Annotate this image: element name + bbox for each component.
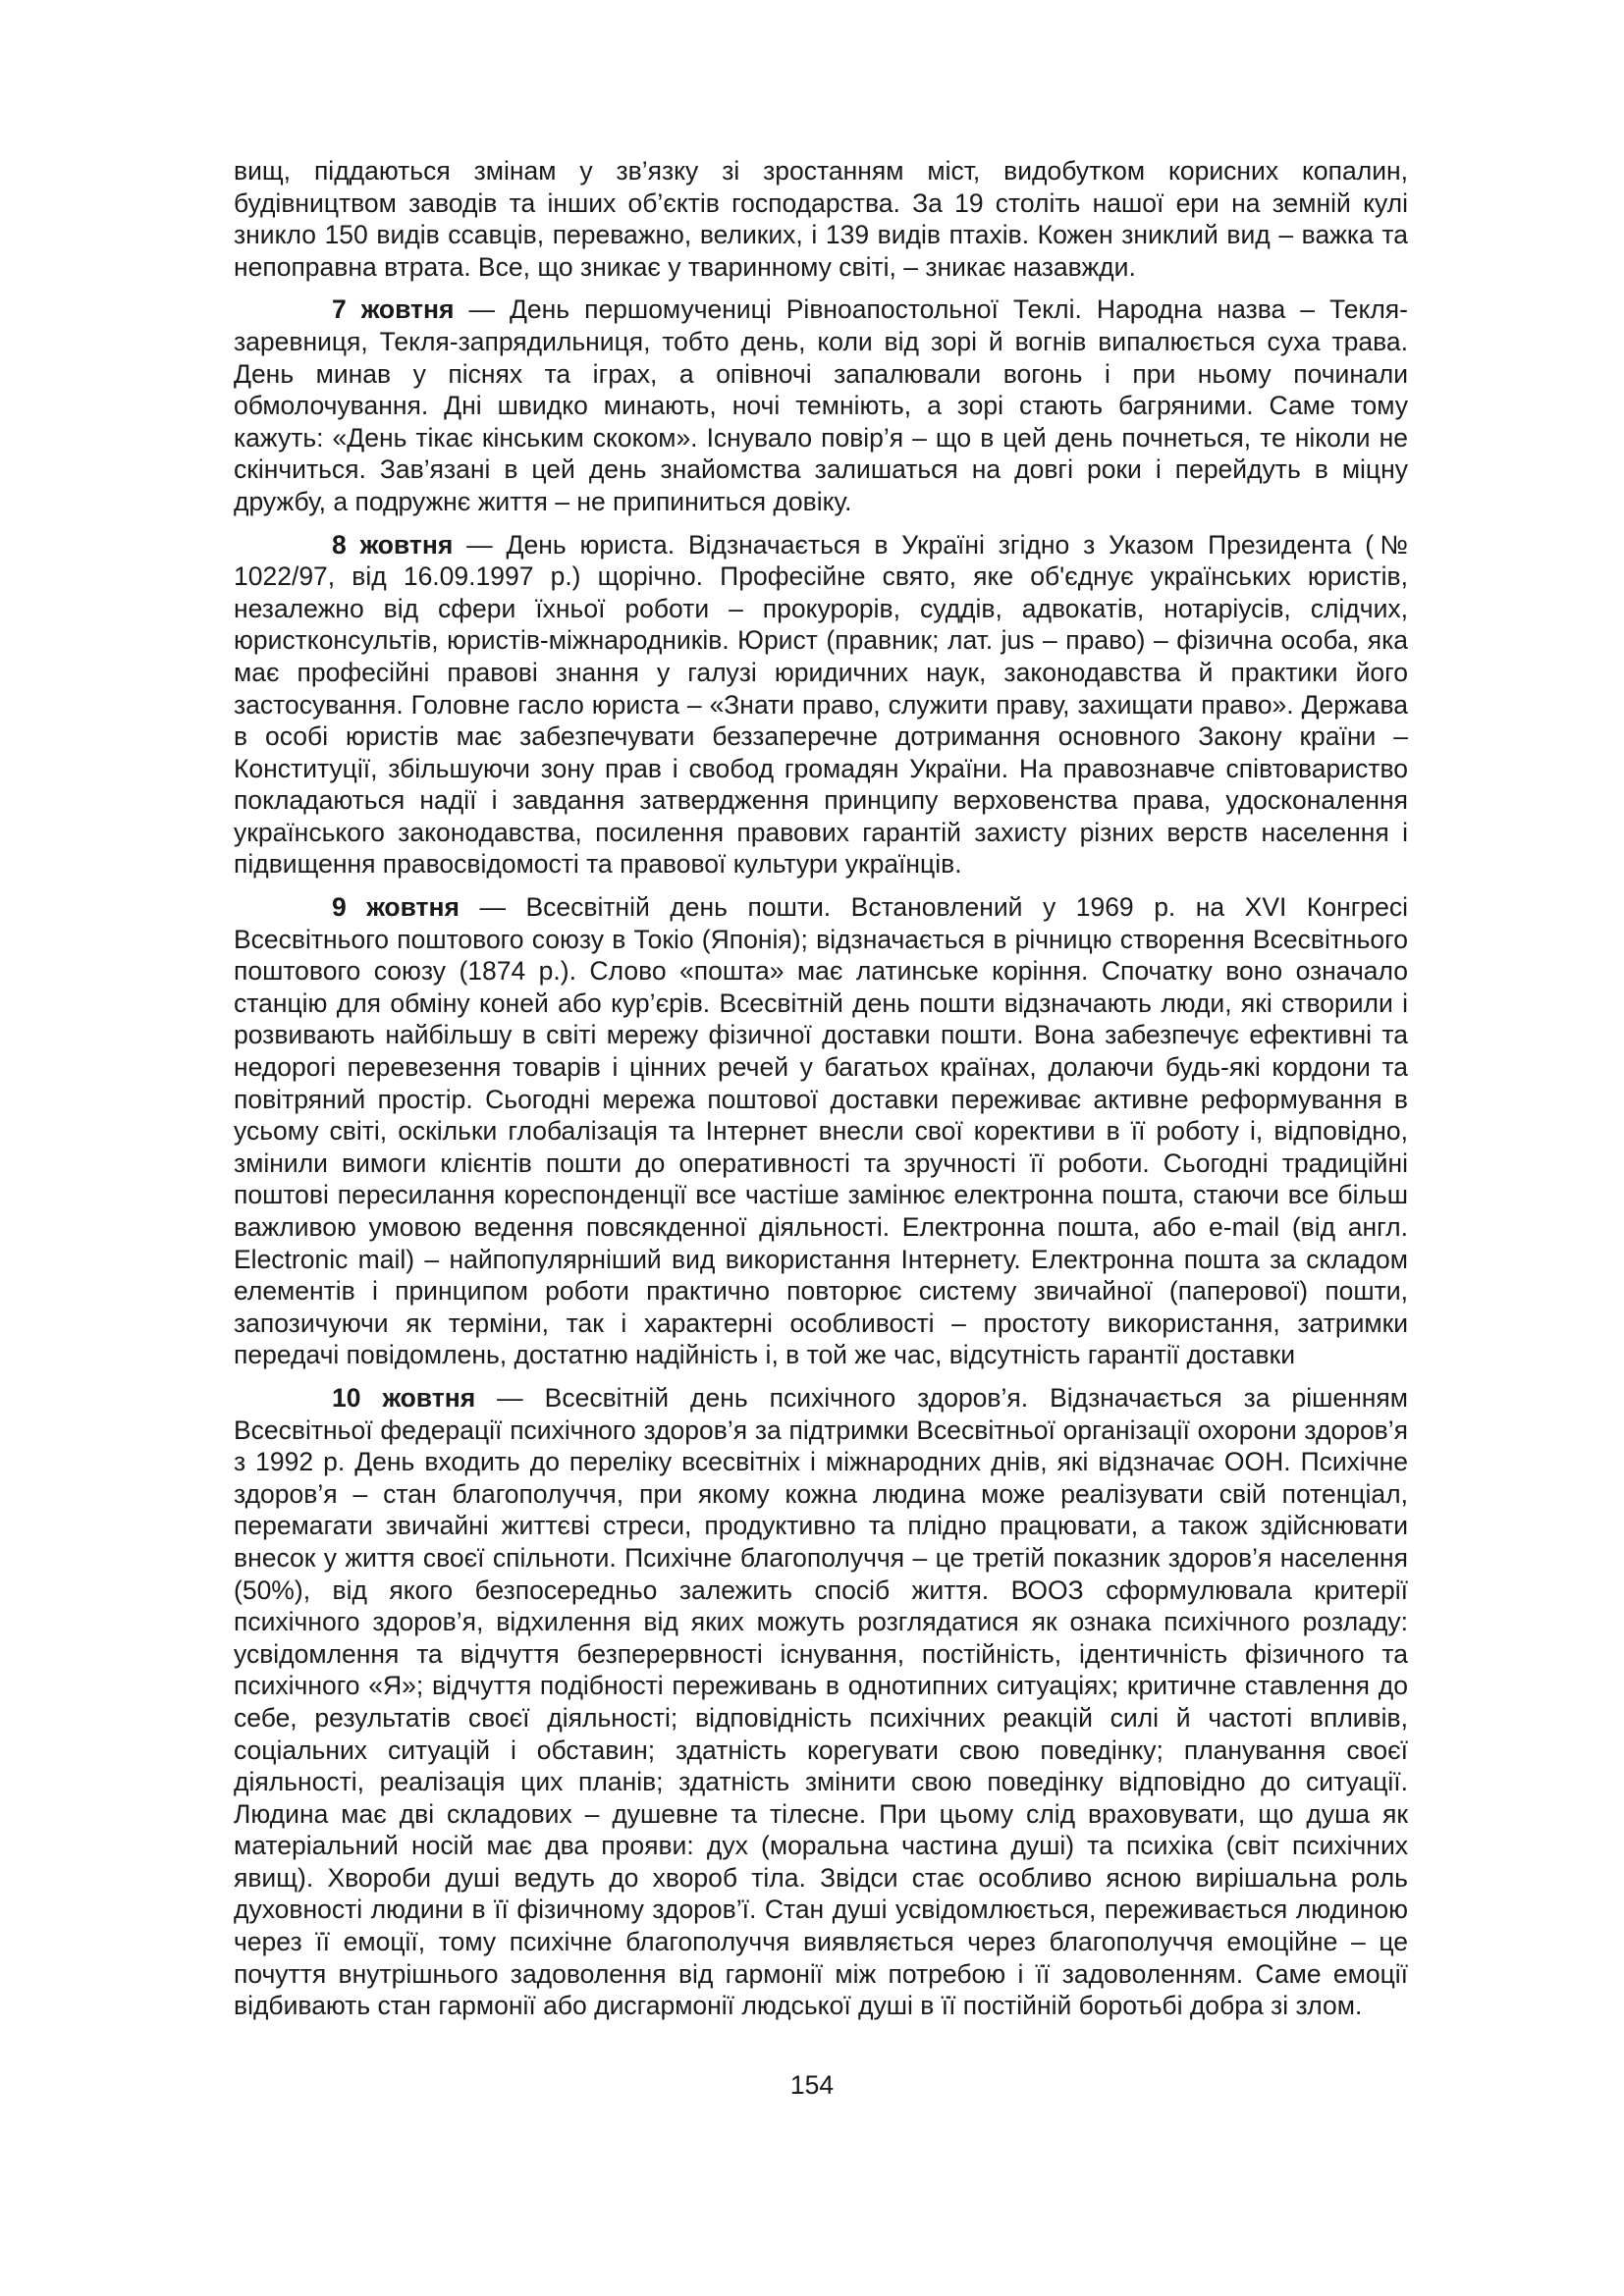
date-heading: 8 жовтня bbox=[332, 529, 454, 560]
page-number: 154 bbox=[789, 2070, 835, 2100]
paragraph-text: — День юриста. Відзначається в Україні згідно з Указом Президента (№ 1022/97, від 16.09.1997 р.) щорічно. Професійне свято, яке об'єднує українських юристів, незалежно від сфери їхньої роботи – прокурорів, суддів, адвокатів, нотаріусів, слідчих, юристконсультів, юристів-міжнародників. Юрист (правник; лат. jus – право) – фізична особа, яка має професійні правові знання у галузі юридичних наук, законодавства й практики його застосування. Головне гасло юриста – «Знати право, служити праву, захищати право». Держава в особі юристів має забезпечувати беззаперечне дотримання основного Закону країни – Конституції, збільшуючи зону прав і свобод громадян України. На правознавче співтовариство покладаються надії і завдання затвердження принципу верховенства права, удосконалення українського законодавства, посилення правових гарантій захисту різних верств населення і підвищення правосвідомості та правової культури українців. bbox=[234, 529, 1408, 880]
paragraph-text: — Всесвітній день психічного здоров’я. Відзначається за рішенням Всесвітньої федерації психічного здоров’я за підтримки Всесвітньої організації охорони здоров’я з 1992 р. День входить до переліку всесвітніх і міжнародних днів, які відзначає ООН. Психічне здоров’я – стан благополуччя, при якому кожна людина може реалізувати свій потенціал, перемагати звичайні життєві стреси, продуктивно та плідно працювати, а також здійснювати внесок у життя своєї спільноти. Психічне благополуччя – це третій показник здоров’я населення (50%), від якого безпосередньо залежить спосіб життя. ВООЗ сформулювала критерії психічного здоров’я, відхилення від яких можуть розглядатися як ознака психічного розладу: усвідомлення та відчуття безперервності існування, постійність, ідентичність фізичного та психічного «Я»; відчуття подібності переживань в однотипних ситуаціях; критичне ставлення до себе, результатів своєї діяльності; відповідність психічних реакцій силі й частоті впливів, соціальних ситуацій і обставин; здатність корегувати свою поведінку; планування своєї діяльності, реалізація цих планів; здатність змінити свою поведінку відповідно до ситуації. Людина має дві складових – душевне та тілесне. При цьому слід враховувати, що душа як матеріальний носій має два прояви: дух (моральна частина душі) та психіка (світ психічних явищ). Хвороби душі ведуть до хвороб тіла. Звідси стає особливо ясною вирішальна роль духовності людини в її фізичному здоров’ї. Стан душі усвідомлюється, переживається людиною через її емоції, тому психічне благополуччя виявляється через благополуччя емоційне – це почуття внутрішнього задоволення від гармонії між потребою і її задоволенням. Саме емоції відбивають стан гармонії або дисгармонії людської душі в її постійній боротьбі добра зі злом. bbox=[234, 1382, 1408, 2021]
paragraph-text: — День першомучениці Рівноапостольної Теклі. Народна назва – Текля-заревниця, Текля-запрядильниця, тобто день, коли від зорі й вогнів випалюється суха трава. День минав у піснях та іграх, а опівночі запалювали вогонь і при ньому починали обмолочування. Дні швидко минають, ночі темніють, а зорі стають багряними. Саме тому кажуть: «День тікає кінським скоком». Існувало повір’я – що в цей день почнеться, те ніколи не скінчиться. Зав’язані в цей день знайомства залишаться на довгі роки і перейдуть в міцну дружбу, а подружнє життя – не припиниться довіку. bbox=[234, 294, 1408, 516]
paragraph-october-9 bbox=[234, 891, 1408, 1371]
paragraph-continuation bbox=[234, 155, 1408, 283]
paragraph-october-10 bbox=[234, 1382, 1408, 2022]
date-heading: 10 жовтня bbox=[332, 1382, 476, 1413]
paragraph-october-7 bbox=[234, 294, 1408, 517]
paragraph-text: — Всесвітній день пошти. Встановлений у 1969 р. на XVI Конгресі Всесвітнього поштового союзу в Токіо (Японія); відзначається в річницю створення Всесвітнього поштового союзу (1874 р.). Слово «пошта» має латинське коріння. Спочатку воно означало станцію для обміну коней або кур’єрів. Всесвітній день пошти відзначають люди, які створили і розвивають найбільшу в світі мережу фізичної доставки пошти. Вона забезпечує ефективні та недорогі перевезення товарів і цінних речей у багатьох країнах, долаючи будь-які кордони та повітряний простір. Сьогодні мережа поштової доставки переживає активне реформування в усьому світі, оскільки глобалізація та Інтернет внесли свої корективи в її роботу і, відповідно, змінили вимоги клієнтів пошти до оперативності та зручності її роботи. Сьогодні традиційні поштові пересилання кореспонденції все частіше замінює електронна пошта, стаючи все більш важливою умовою ведення повсякденної діяльності. Електронна пошта, або e-mail (від англ. Electronic mail) – найпопулярніший вид використання Інтернету. Електронна пошта за складом елементів і принципом роботи практично повторює систему звичайної (паперової) пошти, запозичуючи як терміни, так і характерні особливості – простоту використання, затримки передачі повідомлень, достатню надійність і, в той же час, відсутність гарантії доставки bbox=[234, 892, 1408, 1370]
date-heading: 7 жовтня bbox=[332, 294, 455, 325]
paragraph-october-8 bbox=[234, 529, 1408, 881]
page-body bbox=[234, 155, 1408, 2033]
paragraph-text: вищ, піддаються змінам у зв’язку зі зростанням міст, видобутком корисних копалин, будівництвом заводів та інших об’єктів господарства. За 19 століть нашої ери на земній кулі зникло 150 видів ссавців, переважно, великих, і 139 видів птахів. Кожен зниклий вид – важка та непоправна втрата. Все, що зникає у тваринному світі, – зникає назавжди. bbox=[234, 156, 1408, 282]
date-heading: 9 жовтня bbox=[332, 892, 460, 923]
